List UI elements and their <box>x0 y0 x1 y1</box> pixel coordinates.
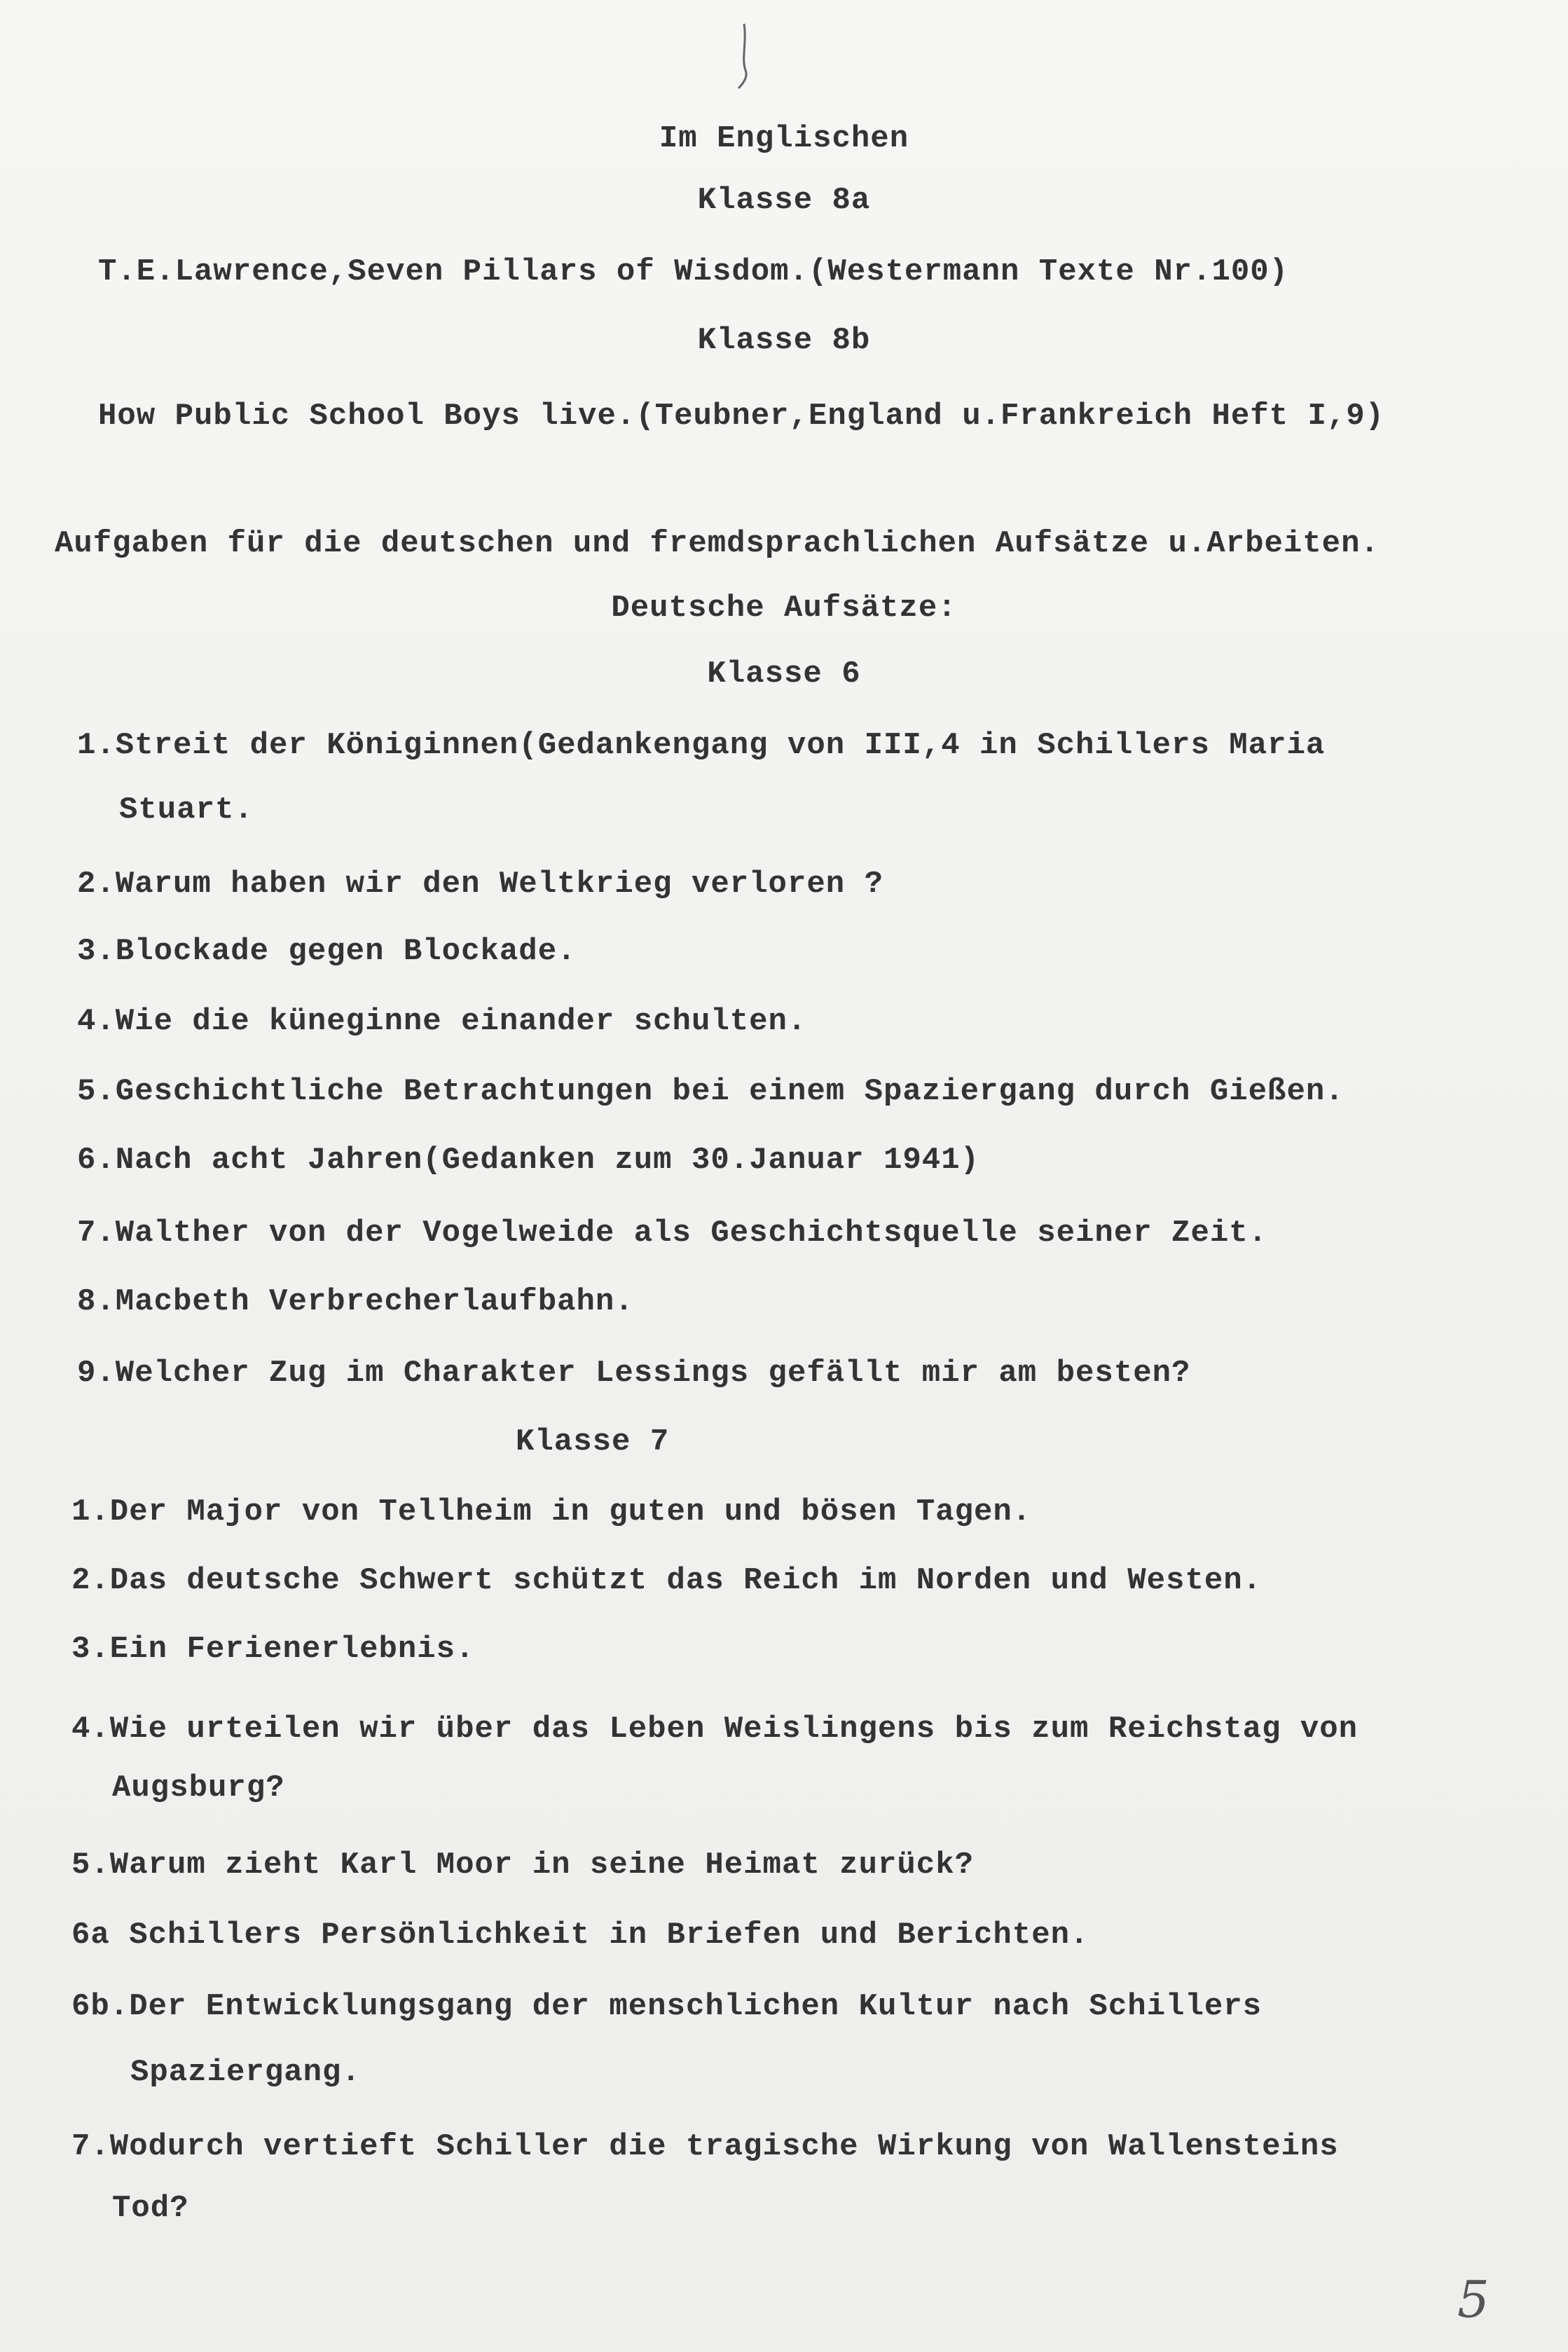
klasse7-item: Augsburg? <box>112 1770 285 1806</box>
klasse6-item: 4.Wie die küneginne einander schulten. <box>77 1004 807 1039</box>
klasse7-item: Spaziergang. <box>130 2055 361 2090</box>
klasse6-item: 8.Macbeth Verbrecherlaufbahn. <box>77 1284 634 1319</box>
klasse7-item: 6b.Der Entwicklungsgang der menschlichen Kultur nach Schillers <box>71 1989 1263 2024</box>
header-line-4: Klasse 8b <box>697 323 871 358</box>
header-line-3: T.E.Lawrence,Seven Pillars of Wisdom.(Westermann Texte Nr.100) <box>98 254 1289 289</box>
header-line-1: Im Englischen <box>659 121 909 156</box>
klasse7-item: 5.Warum zieht Karl Moor in seine Heimat zurück? <box>71 1848 975 1883</box>
handwritten-mark <box>729 21 757 91</box>
klasse7-item: 7.Wodurch vertieft Schiller die tragische Wirkung von Wallensteins <box>71 2129 1339 2164</box>
klasse6-item: 2.Warum haben wir den Weltkrieg verloren ? <box>77 867 883 902</box>
klasse6-item: 1.Streit der Königinnen(Gedankengang von III,4 in Schillers Maria <box>77 728 1326 763</box>
klasse6-item: 9.Welcher Zug im Charakter Lessings gefällt mir am besten? <box>77 1356 1191 1391</box>
klasse6-item: 7.Walther von der Vogelweide als Geschichtsquelle seiner Zeit. <box>77 1216 1268 1251</box>
klasse7-item: 2.Das deutsche Schwert schützt das Reich im Norden und Westen. <box>71 1563 1263 1598</box>
klasse6-item: 6.Nach acht Jahren(Gedanken zum 30.Januar 1941) <box>77 1143 980 1178</box>
header-line-2: Klasse 8a <box>697 183 871 218</box>
klasse6-item: 5.Geschichtliche Betrachtungen bei einem Spaziergang durch Gießen. <box>77 1074 1345 1109</box>
klasse6-item: Stuart. <box>119 792 254 827</box>
klasse7-item: Tod? <box>112 2191 189 2226</box>
klasse7-heading: Klasse 7 <box>516 1424 670 1459</box>
section-subtitle: Deutsche Aufsätze: <box>611 591 957 626</box>
klasse6-item: 3.Blockade gegen Blockade. <box>77 934 577 969</box>
klasse6-heading: Klasse 6 <box>707 656 861 692</box>
klasse7-item: 3.Ein Ferienerlebnis. <box>71 1632 475 1667</box>
klasse7-item: 6a Schillers Persönlichkeit in Briefen und Berichten. <box>71 1918 1089 1953</box>
klasse7-item: 4.Wie urteilen wir über das Leben Weislingens bis zum Reichstag von <box>71 1712 1359 1747</box>
page-number: 5 <box>1457 2270 1490 2329</box>
klasse7-item: 1.Der Major von Tellheim in guten und bösen Tagen. <box>71 1494 1032 1529</box>
header-line-5: How Public School Boys live.(Teubner,England u.Frankreich Heft I,9) <box>98 399 1385 434</box>
section-title: Aufgaben für die deutschen und fremdsprachlichen Aufsätze u.Arbeiten. <box>55 526 1380 561</box>
